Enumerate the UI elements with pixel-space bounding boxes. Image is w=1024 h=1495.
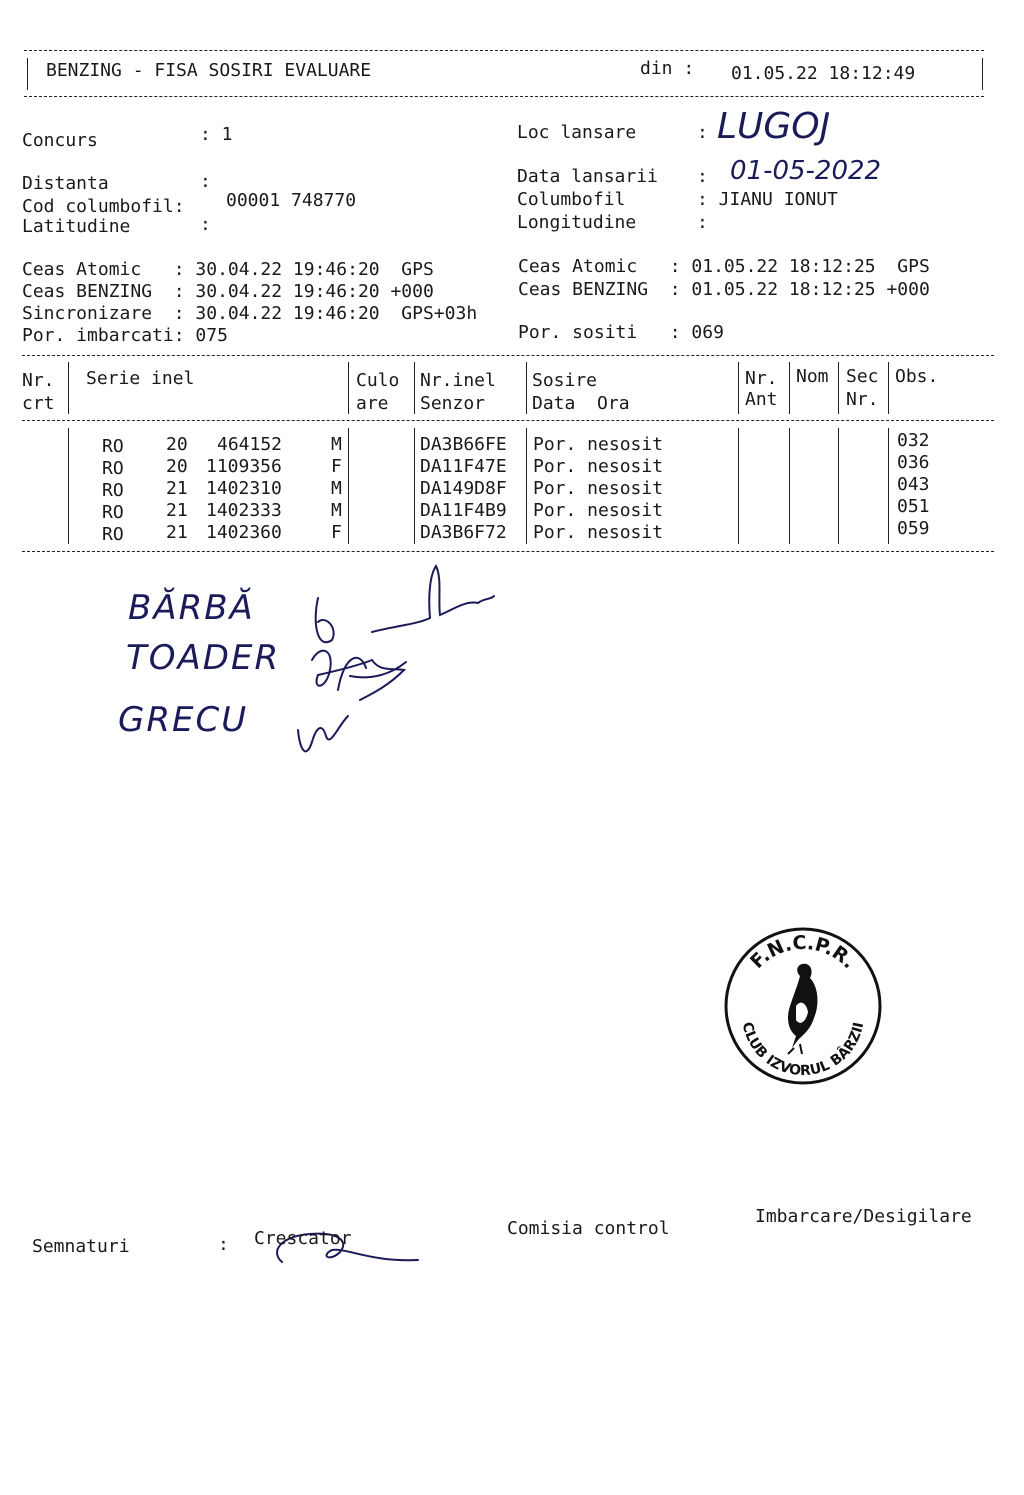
- cod-columbofil-label: Cod columbofil:: [22, 196, 185, 217]
- row-sex: M: [331, 500, 342, 521]
- longitudine-label: Longitudine: [517, 212, 637, 233]
- sincronizare: Sincronizare : 30.04.22 19:46:20 GPS+03h: [22, 303, 478, 324]
- ceas-benzing-end: Ceas BENZING : 01.05.22 18:12:25 +000: [518, 279, 930, 300]
- stamp-top-text: F.N.C.P.R.: [746, 931, 861, 974]
- signature-stroke: [298, 716, 348, 751]
- latitudine-value: :: [200, 214, 211, 235]
- row-country: RO: [102, 458, 124, 479]
- col-header-sosire: Sosire: [532, 370, 598, 391]
- row-country: RO: [102, 436, 124, 457]
- row-sex: M: [331, 434, 342, 455]
- row-sensor: DA3B66FE: [420, 434, 507, 455]
- handwritten-name-1: BĂRBĂ: [128, 588, 255, 628]
- row-year: 21: [166, 522, 188, 543]
- row-arrival: Por. nesosit: [533, 478, 664, 499]
- row-arrival: Por. nesosit: [533, 456, 664, 477]
- columbofil-label: Columbofil: [517, 189, 626, 210]
- row-year: 20: [166, 434, 188, 455]
- col-header-nr-ant: Nr.: [745, 368, 778, 389]
- col-header-nrinel: Nr.inel: [420, 370, 496, 391]
- row-ring: 464152: [217, 434, 283, 455]
- stamp-bottom-text: CLUB IZVORUL BÂRZII: [738, 1020, 868, 1080]
- col-header-culo: Culo: [356, 370, 400, 391]
- ceas-atomic-end: Ceas Atomic : 01.05.22 18:12:25 GPS: [518, 256, 930, 277]
- distanta-label: Distanta: [22, 173, 109, 194]
- col-header-data-ora: Data Ora: [532, 393, 630, 414]
- row-obs: 036: [897, 452, 930, 473]
- row-sensor: DA149D8F: [420, 478, 507, 499]
- signature-stroke: [338, 658, 406, 690]
- row-year: 21: [166, 500, 188, 521]
- row-country: RO: [102, 502, 124, 523]
- columbofil-value: : JIANU IONUT: [697, 189, 838, 210]
- concurs-label: Concurs: [22, 130, 98, 151]
- col-header-nom: Nom: [796, 366, 829, 387]
- distanta-value: :: [200, 171, 211, 192]
- col-header-serie: Serie inel: [86, 368, 195, 389]
- pigeon-icon: [788, 964, 817, 1054]
- signature-stroke: [316, 598, 334, 642]
- loc-lansare-colon: :: [697, 122, 708, 143]
- row-obs: 051: [897, 496, 930, 517]
- semnaturi-colon: :: [218, 1234, 229, 1255]
- row-arrival: Por. nesosit: [533, 434, 664, 455]
- row-obs: 043: [897, 474, 930, 495]
- imbarcare-desigilare-label: Imbarcare/Desigilare: [755, 1206, 972, 1227]
- row-sensor: DA11F47E: [420, 456, 507, 477]
- row-sex: F: [331, 522, 342, 543]
- col-header-sec-nr: Nr.: [846, 389, 879, 410]
- data-lansarii-label: Data lansarii: [517, 166, 658, 187]
- signature-stroke: [372, 566, 494, 632]
- row-country: RO: [102, 524, 124, 545]
- crescator-label: Crescator: [254, 1228, 352, 1249]
- din-label: din :: [640, 58, 695, 79]
- loc-lansare-label: Loc lansare: [517, 122, 637, 143]
- latitudine-label: Latitudine: [22, 216, 131, 237]
- col-header-ant: Ant: [745, 389, 778, 410]
- din-value: 01.05.22 18:12:49: [731, 63, 916, 84]
- row-ring: 1402333: [206, 500, 282, 521]
- row-ring: 1402360: [206, 522, 282, 543]
- row-ring: 1109356: [206, 456, 282, 477]
- comisia-control-label: Comisia control: [507, 1218, 670, 1239]
- col-header-senzor: Senzor: [420, 393, 486, 414]
- row-year: 20: [166, 456, 188, 477]
- stamp-icon: [722, 926, 884, 1086]
- row-sex: M: [331, 478, 342, 499]
- data-lansarii-colon: :: [697, 166, 708, 187]
- por-sositi: Por. sositi : 069: [518, 322, 724, 343]
- row-country: RO: [102, 480, 124, 501]
- row-sensor: DA11F4B9: [420, 500, 507, 521]
- por-imbarcati: Por. imbarcati: 075: [22, 325, 228, 346]
- club-stamp: [722, 926, 884, 1086]
- row-year: 21: [166, 478, 188, 499]
- col-header-sec: Sec: [846, 366, 879, 387]
- data-lansarii-handwritten: 01-05-2022: [730, 156, 882, 186]
- handwritten-name-2: TOADER: [126, 638, 281, 678]
- handwritten-name-3: GRECU: [118, 700, 249, 740]
- col-header-nr: Nr.: [22, 370, 55, 391]
- row-sex: F: [331, 456, 342, 477]
- page-title: BENZING - FISA SOSIRI EVALUARE: [46, 60, 372, 81]
- row-obs: 032: [897, 430, 930, 451]
- loc-lansare-handwritten: LUGOJ: [717, 106, 831, 147]
- concurs-value: : 1: [200, 124, 233, 145]
- ceas-atomic-start: Ceas Atomic : 30.04.22 19:46:20 GPS: [22, 259, 434, 280]
- col-header-crt: crt: [22, 393, 55, 414]
- row-arrival: Por. nesosit: [533, 500, 664, 521]
- row-arrival: Por. nesosit: [533, 522, 664, 543]
- ceas-benzing-start: Ceas BENZING : 30.04.22 19:46:20 +000: [22, 281, 434, 302]
- row-obs: 059: [897, 518, 930, 539]
- col-header-obs: Obs.: [895, 366, 939, 387]
- row-ring: 1402310: [206, 478, 282, 499]
- row-sensor: DA3B6F72: [420, 522, 507, 543]
- col-header-culoare: are: [356, 393, 389, 414]
- cod-columbofil-value: 00001 748770: [226, 190, 357, 211]
- longitudine-value: :: [697, 212, 708, 233]
- semnaturi-label: Semnaturi: [32, 1236, 130, 1257]
